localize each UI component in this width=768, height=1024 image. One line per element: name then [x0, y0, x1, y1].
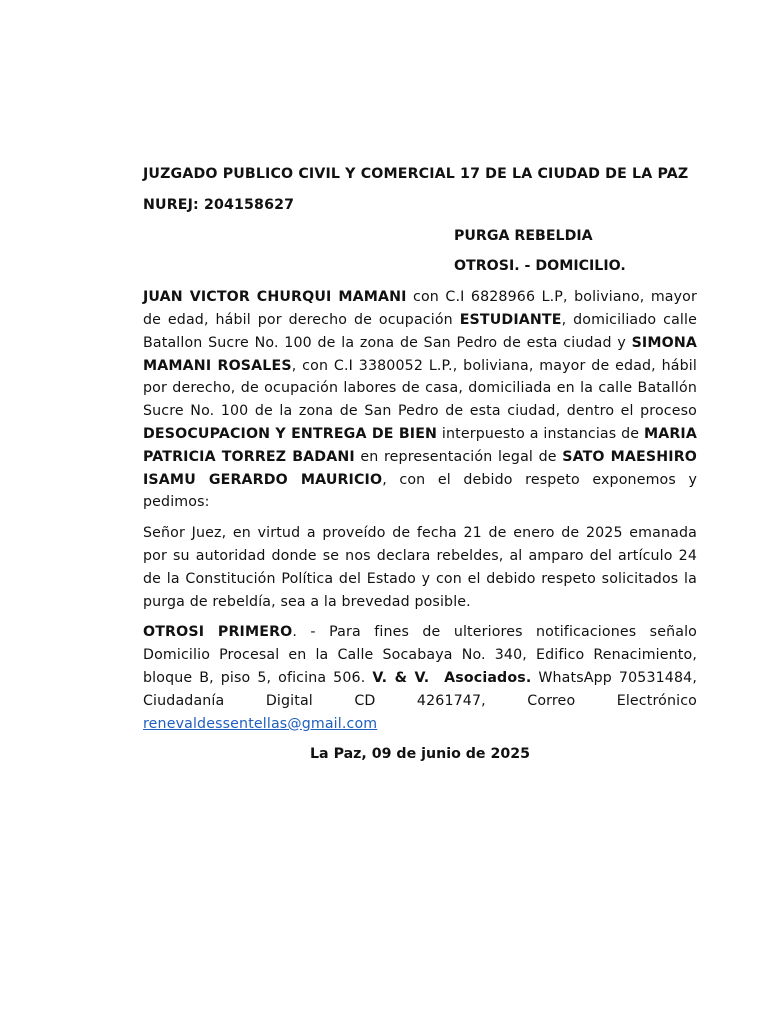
- email-link[interactable]: renevaldessentellas@gmail.com: [143, 715, 378, 732]
- petitioner-occupation: ESTUDIANTE: [459, 311, 562, 328]
- petitioner-text-5: en representación legal de: [354, 448, 563, 465]
- represented-name: SATO MAESHIRO ISAMU GERARDO MAURICIO: [143, 448, 697, 488]
- petitioner-text-6: , con el debido respeto exponemos y pedimos:: [143, 471, 697, 511]
- law-firm-name: V. & V. Asociados.: [372, 669, 532, 686]
- petitioner-paragraph: [143, 286, 697, 514]
- court-heading: JUZGADO PUBLICO CIVIL Y COMERCIAL 17 DE LA CIUDAD DE LA PAZ: [143, 166, 689, 182]
- otrosi-text-2: WhatsApp 70531484, Ciudadanía Digital CD 4261747, Correo Electrónico: [143, 669, 697, 709]
- closing-date: La Paz, 09 de junio de 2025: [310, 746, 530, 763]
- petitioner-name-1: JUAN VICTOR CHURQUI MAMANI: [143, 289, 407, 306]
- petitioner-text-4: interpuesto a instancias de: [437, 425, 644, 442]
- process-name: DESOCUPACION Y ENTREGA DE BIEN: [143, 425, 438, 442]
- petitioner-text-2: , domiciliado calle Batallon Sucre No. 100 de la zona de San Pedro de esta ciudad y: [143, 311, 697, 351]
- plaintiff-name: MARIA PATRICIA TORREZ BADANI: [143, 425, 697, 465]
- petitioner-text-3: , con C.I 3380052 L.P., boliviana, mayor de edad, hábil por derecho, de ocupación labores de casa, domiciliada en la calle Batallón Sucre No. 100 de la zona de San Pedro de esta ciudad, dentro el proceso: [143, 357, 697, 420]
- otrosi-text-1: . - Para fines de ulteriores notificaciones señalo Domicilio Procesal en la Calle Socabaya No. 340, Edifico Renacimiento, bloque B, piso 5, oficina 506.: [143, 624, 697, 686]
- otrosi-heading: OTROSI PRIMERO: [143, 624, 293, 641]
- subject-purga-rebeldia: PURGA REBELDIA: [454, 227, 593, 244]
- document-page: [143, 163, 697, 766]
- petitioner-text-1: con C.I 6828966 L.P, boliviano, mayor de edad, hábil por derecho de ocupación: [143, 289, 697, 328]
- otrosi-paragraph: [143, 621, 697, 735]
- case-number: NUREJ: 204158627: [143, 196, 295, 213]
- petitioner-name-2: SIMONA MAMANI ROSALES: [143, 334, 697, 374]
- request-paragraph: Señor Juez, en virtud a proveído de fecha 21 de enero de 2025 emanada por su autoridad donde se nos declara rebeldes, al amparo del artículo 24 de la Constitución Política del Estado y con el debido respeto solicitados la purga de rebeldía, sea a la brevedad posible.: [143, 525, 697, 610]
- subject-otrosi-domicilio: OTROSI. - DOMICILIO.: [454, 258, 626, 275]
